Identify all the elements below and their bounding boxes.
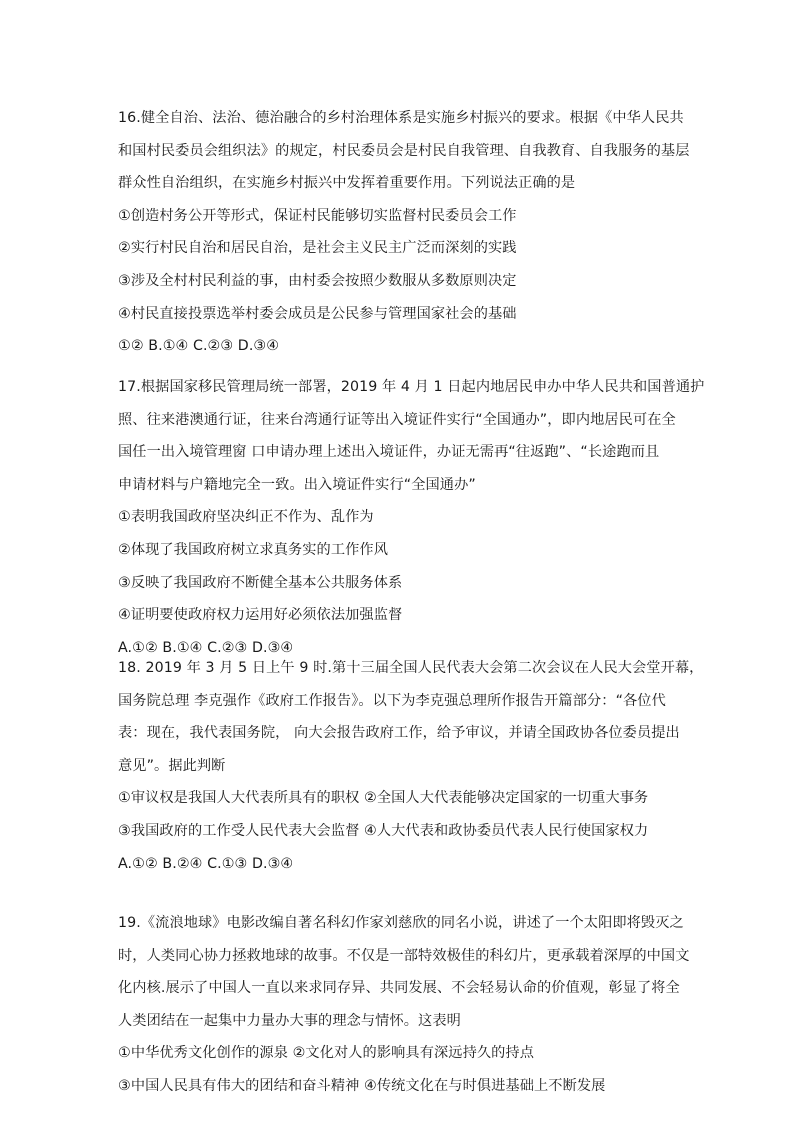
question-19-option-line: ①中华优秀文化创作的源泉 ②文化对人的影响具有深远持久的持点: [118, 1045, 535, 1061]
question-17-stem-line: 国任一出入境管理窗 口申请办理上述出入境证件，办证无需再“往返跑”、“长途跑而且: [118, 444, 660, 460]
question-16-option-line: ①创造村务公开等形式，保证村民能够切实监督村民委员会工作: [118, 208, 517, 224]
question-18-stem-line: 18. 2019 年 3 月 5 日上午 9 时.第十三届全国人民代表大会第二次会议在人民大会堂开幕，: [118, 660, 704, 676]
question-17-answer-choices: A.①② B.①④ C.②③ D.③④: [118, 640, 294, 656]
question-18-option-line: ①审议权是我国人大代表所具有的职权 ②全国人大代表能够决定国家的一切重大事务: [118, 790, 649, 806]
question-18-stem-line: 表：现在，我代表国务院， 向大会报告政府工作，给予审议，并请全国政协各位委员提出: [118, 725, 680, 741]
question-16-option-line: ②实行村民自治和居民自治，是社会主义民主广泛而深刻的实践: [118, 240, 517, 256]
question-16-stem-line: 和国村民委员会组织法》的规定，村民委员会是村民自我管理、自我教育、自我服务的基层: [118, 143, 690, 159]
question-19-stem-line: 化内核.展示了中国人一直以来求同存异、共同发展、不会轻易认命的价值观，彰显了将全: [118, 980, 680, 996]
question-16-stem-line: 群众性自治组织，在实施乡村振兴中发挥着重要作用。下列说法正确的是: [118, 175, 576, 191]
question-17-option-line: ①表明我国政府坚决纠正不作为、乱作为: [118, 509, 374, 525]
question-18-stem-line: 国务院总理 李克强作《政府工作报告》。以下为李克强总理所作报告开篇部分：“各位代: [118, 693, 666, 709]
question-18-option-line: ③我国政府的工作受人民代表大会监督 ④人大代表和政协委员代表人民行使国家权力: [118, 823, 649, 839]
question-18-answer-choices: A.①② B.②④ C.①③ D.③④: [118, 856, 294, 872]
question-16-answer-choices: ①② B.①④ C.②③ D.③④: [118, 338, 280, 354]
question-16-option-line: ④村民直接投票选举村委会成员是公民参与管理国家社会的基础: [118, 306, 517, 322]
question-17-option-line: ③反映了我国政府不断健全基本公共服务体系: [118, 575, 403, 591]
question-16-option-line: ③涉及全村村民利益的事，由村委会按照少数服从多数原则决定: [118, 273, 517, 289]
question-17-option-line: ④证明要使政府权力运用好必须依法加强监督: [118, 607, 403, 623]
question-16-stem-line: 16.健全自治、法治、德治融合的乡村治理体系是实施乡村振兴的要求。根据《中华人民共: [118, 110, 684, 126]
question-19-option-line: ③中国人民具有伟大的团结和奋斗精神 ④传统文化在与时俱进基础上不断发展: [118, 1078, 606, 1094]
question-18-stem-line: 意见”。据此判断: [118, 758, 226, 774]
question-17-option-line: ②体现了我国政府树立求真务实的工作作风: [118, 542, 388, 558]
question-17-stem-line: 申请材料与户籍地完全一致。出入境证件实行“全国通办”: [118, 477, 476, 493]
question-19-stem-line: 时，人类同心协力拯救地球的故事。不仅是一部特效极佳的科幻片，更承载着深厚的中国文: [118, 948, 690, 964]
question-17-stem-line: 照、往来港澳通行证，往来台湾通行证等出入境证件实行“全国通办”，即内地居民可在全: [118, 412, 676, 428]
question-19-stem-line: 人类团结在一起集中力量办大事的理念与情怀。这表明: [118, 1013, 461, 1029]
question-19-stem-line: 19.《流浪地球》电影改编自著名科幻作家刘慈欣的同名小说，讲述了一个太阳即将毁灭之: [118, 915, 684, 931]
question-17-stem-line: 17.根据国家移民管理局统一部署，2019 年 4 月 1 日起内地居民申办中华人民共和国普通护: [118, 379, 705, 395]
